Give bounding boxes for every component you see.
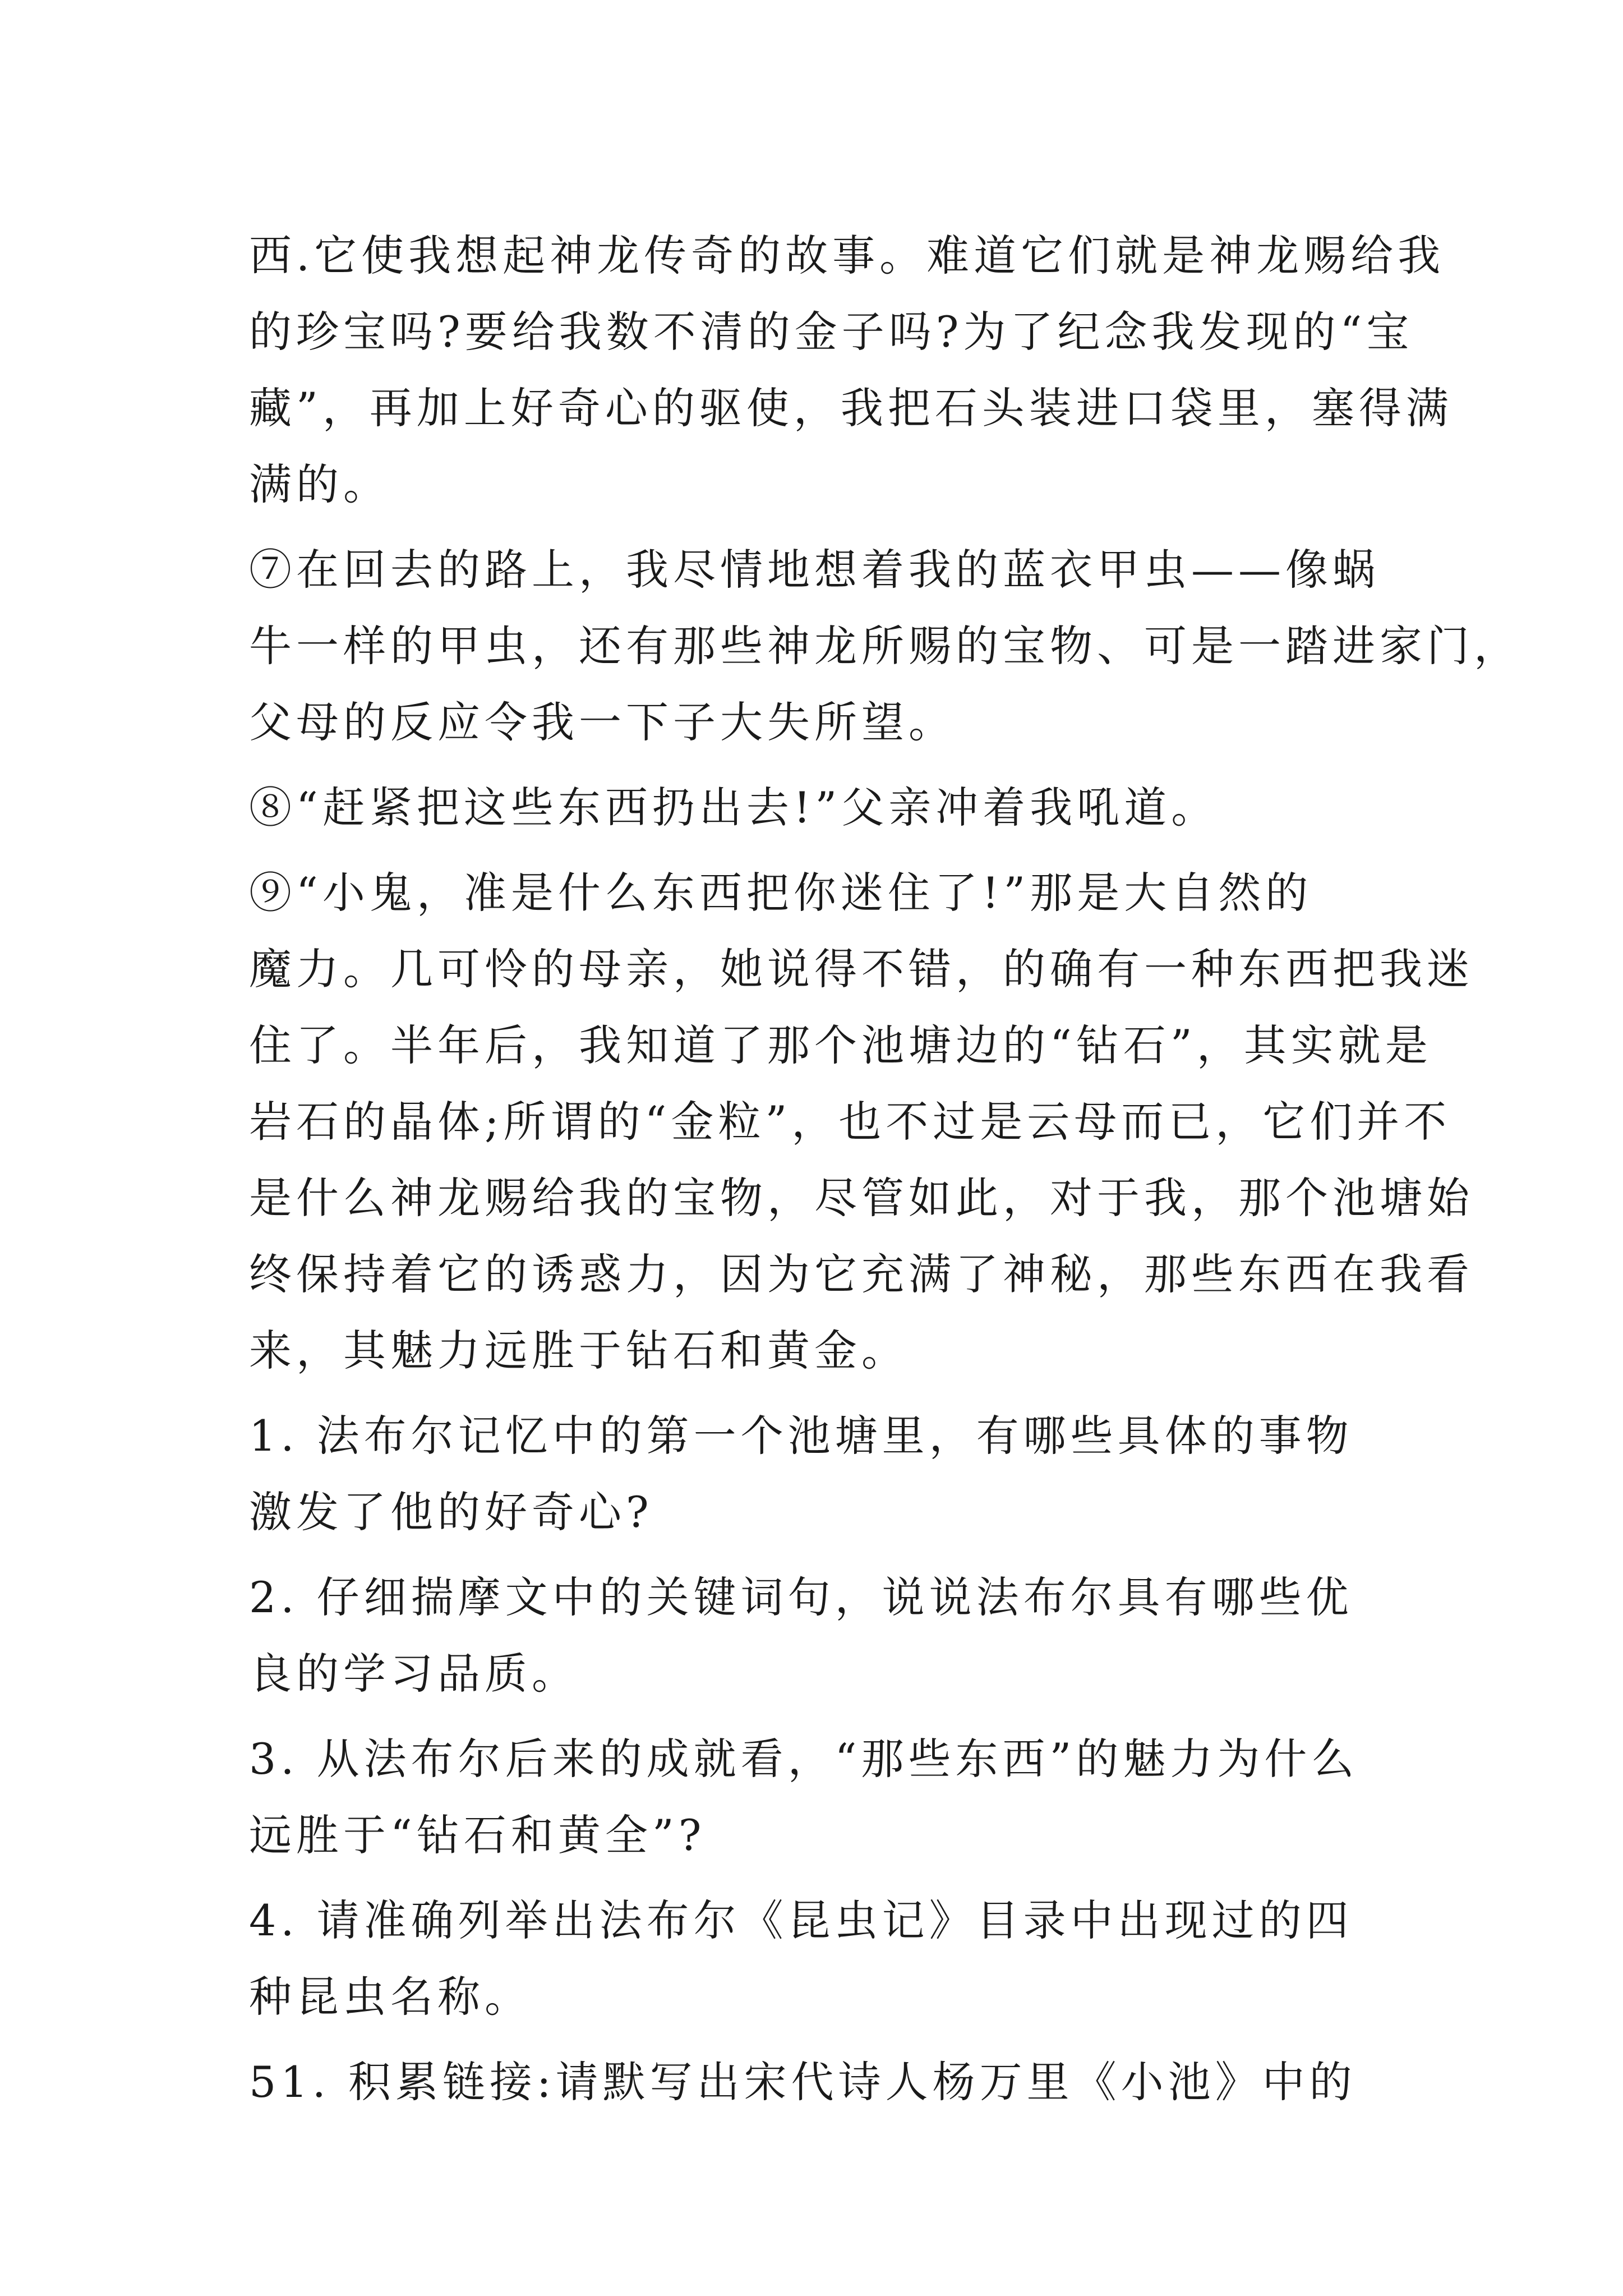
text-line: 终保持着它的诱惑力，因为它充满了神秘，那些东西在我看 xyxy=(249,1249,1474,1299)
text-line: 是什么神龙赐给我的宝物，尽管如此，对于我，那个池塘始 xyxy=(249,1173,1474,1223)
question-3 xyxy=(249,1721,1387,1874)
text-line: 4. 请准确列举出法布尔《昆虫记》目录中出现过的四 xyxy=(249,1895,1353,1945)
text-line: 3. 从法布尔后来的成就看，“那些东西”的魅力为什么 xyxy=(249,1734,1359,1784)
text-line: 魔力。几可怜的母亲，她说得不错，的确有一种东西把我迷 xyxy=(249,944,1474,994)
question-1 xyxy=(249,1398,1387,1550)
paragraph xyxy=(249,218,1453,523)
text-line: ⑨“小鬼，准是什么东西把你迷住了!”那是大自然的 xyxy=(249,868,1313,918)
question-4 xyxy=(249,1883,1387,2035)
text-line: 的珍宝吗?要给我数不清的金子吗?为了纪念我发现的“宝 xyxy=(249,307,1414,357)
text-line: 激发了他的好奇心? xyxy=(249,1487,653,1537)
text-line: ⑧“赶紧把这些东西扔出去!”父亲冲着我吼道。 xyxy=(249,783,1219,832)
text-line: 种昆虫名称。 xyxy=(249,1972,532,2022)
text-line: 藏”，再加上好奇心的驱使，我把石头装进口袋里，塞得满 xyxy=(249,383,1453,433)
text-line: 满的。 xyxy=(249,459,390,509)
text-line: 1. 法布尔记忆中的第一个池塘里，有哪些具体的事物 xyxy=(249,1411,1353,1461)
paragraph xyxy=(249,770,1387,846)
paragraph xyxy=(249,855,1474,1389)
text-line: 良的学习品质。 xyxy=(249,1649,579,1699)
text-line: 51. 积累链接:请默写出宋代诗人杨万里《小池》中的 xyxy=(249,2057,1357,2107)
document-body xyxy=(249,218,1521,2120)
text-line: 岩石的晶体;所谓的“金粒”，也不过是云母而已，它们并不 xyxy=(249,1097,1451,1147)
text-line: 远胜于“钻石和黄全”? xyxy=(249,1810,706,1860)
text-line: 住了。半年后，我知道了那个池塘边的“钻石”，其实就是 xyxy=(249,1020,1432,1070)
text-line: 西.它使我想起神龙传奇的故事。难道它们就是神龙赐给我 xyxy=(249,231,1445,280)
text-line: 父母的反应令我一下子大失所望。 xyxy=(249,697,956,747)
question-5 xyxy=(249,2044,1387,2120)
paragraph xyxy=(249,532,1521,761)
text-line: 2. 仔细揣摩文中的关键词句，说说法布尔具有哪些优 xyxy=(249,1572,1353,1622)
text-line: ⑦在回去的路上，我尽情地想着我的蓝衣甲虫——像蜗 xyxy=(249,545,1380,595)
text-line: 牛一样的甲虫，还有那些神龙所赐的宝物、可是一踏进家门， xyxy=(249,621,1521,671)
question-2 xyxy=(249,1559,1387,1712)
text-line: 来，其魅力远胜于钻石和黄金。 xyxy=(249,1326,909,1375)
